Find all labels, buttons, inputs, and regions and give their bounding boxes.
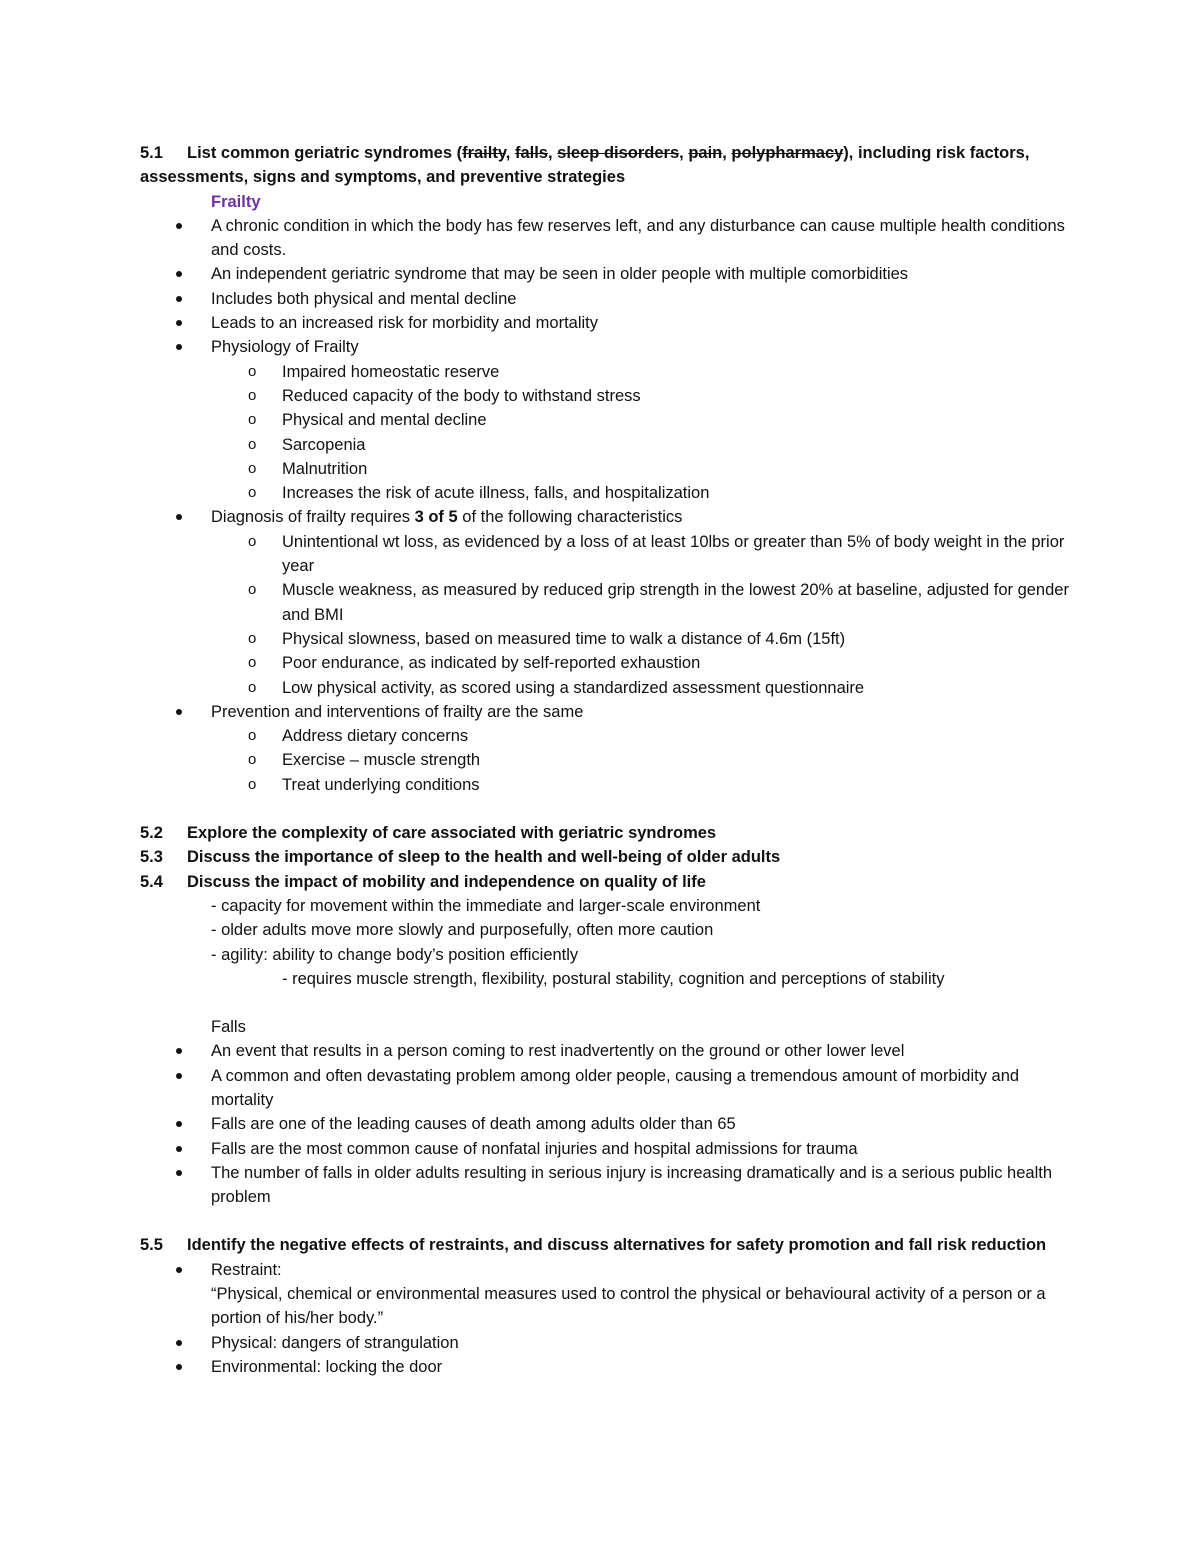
section-title-falls: Falls — [211, 1018, 246, 1037]
list-item: Falls are one of the leading causes of death among adults older than 65 — [140, 1112, 1080, 1136]
spacer — [140, 991, 1080, 1015]
sub-list-item: o Unintentional wt loss, as evidenced by a loss of at least 10lbs or greater than 5% of body weight in the prior year — [140, 530, 1080, 579]
struck-term: falls — [514, 144, 548, 162]
list-item: Falls are the most common cause of nonfatal injuries and hospital admissions for trauma — [140, 1137, 1080, 1161]
sub-list-item: o Exercise – muscle strength — [140, 748, 1080, 772]
list-item: Physiology of Frailty — [140, 335, 1080, 359]
list-item: An independent geriatric syndrome that may be seen in older people with multiple comorbidities — [140, 262, 1080, 286]
sub-list-item: o Increases the risk of acute illness, falls, and hospitalization — [140, 481, 1080, 505]
dash-item: - agility: ability to change body’s position efficiently — [211, 945, 579, 964]
struck-term: polypharmacy — [731, 144, 844, 162]
sub-list-item: o Impaired homeostatic reserve — [140, 360, 1080, 384]
sub-list-item: o Muscle weakness, as measured by reduced grip strength in the lowest 20% at baseline, adjusted for gender and BMI — [140, 578, 1080, 627]
heading-5-5: 5.5 Identify the negative effects of restraints, and discuss alternatives for safety promotion and fall risk reduction — [140, 1236, 1047, 1255]
list-item: Environmental: locking the door — [140, 1355, 1080, 1379]
spacer — [140, 1209, 1080, 1233]
list-item: Diagnosis of frailty requires 3 of 5 of the following characteristics — [140, 505, 1080, 529]
sub-list-item: o Treat underlying conditions — [140, 773, 1080, 797]
struck-term: pain — [688, 144, 723, 162]
list-item: The number of falls in older adults resulting in serious injury is increasing dramatically and is a serious public health problem — [140, 1161, 1080, 1210]
sub-list-item: o Sarcopenia — [140, 433, 1080, 457]
list-item: Prevention and interventions of frailty are the same — [140, 700, 1080, 724]
sub-list-item: o Malnutrition — [140, 457, 1080, 481]
restraint-definition: “Physical, chemical or environmental measures used to control the physical or behavioural activity of a person or a portion of his/her body.” — [211, 1285, 1046, 1328]
struck-term: sleep disorders — [557, 144, 680, 162]
list-item: Includes both physical and mental decline — [140, 287, 1080, 311]
dash-item: - older adults move more slowly and purposefully, often more caution — [211, 921, 714, 940]
list-item: An event that results in a person coming to rest inadvertently on the ground or other lower level — [140, 1039, 1080, 1063]
heading-5-3: 5.3 Discuss the importance of sleep to the health and well-being of older adults — [140, 848, 781, 867]
sub-list-item: o Low physical activity, as scored using a standardized assessment questionnaire — [140, 676, 1080, 700]
dash-sub-item: - requires muscle strength, flexibility, postural stability, cognition and perceptions of stability — [282, 969, 945, 988]
document-content — [140, 141, 1080, 1379]
heading-number: 5.1 — [140, 144, 163, 162]
spacer — [140, 797, 1080, 821]
sub-list-item: o Poor endurance, as indicated by self-reported exhaustion — [140, 651, 1080, 675]
list-item: A common and often devastating problem among older people, causing a tremendous amount of morbidity and mortality — [140, 1064, 1080, 1113]
sub-list-item: o Address dietary concerns — [140, 724, 1080, 748]
dash-item: - capacity for movement within the immediate and larger-scale environment — [211, 896, 761, 915]
sub-list-item: o Physical slowness, based on measured time to walk a distance of 4.6m (15ft) — [140, 627, 1080, 651]
struck-term: frailty — [462, 144, 506, 162]
heading-5-1: 5.1 List common geriatric syndromes (frailty, falls, sleep disorders, pain, polypharmacy), including risk factors, assessments, signs and symptoms, and preventive strategies — [140, 141, 1080, 190]
sub-list-item: o Physical and mental decline — [140, 408, 1080, 432]
list-item: Restraint: — [140, 1258, 1080, 1282]
sub-list-item: o Reduced capacity of the body to withstand stress — [140, 384, 1080, 408]
section-title-frailty: Frailty — [211, 192, 261, 211]
list-item: A chronic condition in which the body has few reserves left, and any disturbance can cause multiple health conditions and costs. — [140, 214, 1080, 263]
heading-5-2: 5.2 Explore the complexity of care associated with geriatric syndromes — [140, 824, 717, 843]
list-item: Physical: dangers of strangulation — [140, 1331, 1080, 1355]
list-item: Leads to an increased risk for morbidity and mortality — [140, 311, 1080, 335]
heading-5-4: 5.4 Discuss the impact of mobility and independence on quality of life — [140, 872, 706, 891]
